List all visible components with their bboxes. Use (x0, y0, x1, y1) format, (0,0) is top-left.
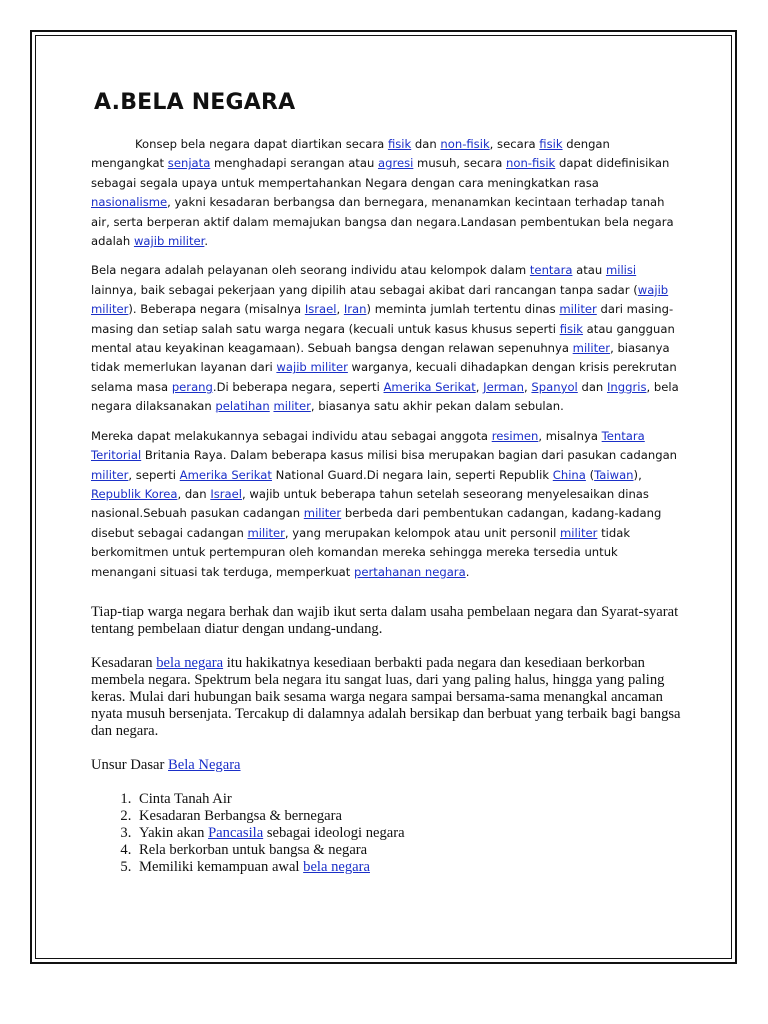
text-run: .Di beberapa negara, seperti (212, 379, 384, 394)
text-run: menghadapi serangan atau (210, 156, 378, 171)
hyperlink[interactable]: Amerika Serikat (383, 379, 476, 394)
hyperlink[interactable]: militer (572, 341, 611, 356)
text-run: , secara (489, 137, 540, 151)
hyperlink[interactable]: non-fisik (440, 137, 490, 151)
list-item (135, 859, 681, 876)
text-run: Mereka dapat melakukannya sebagai individu atau sebagai anggota (91, 428, 492, 443)
document-title: A.BELA NEGARA (94, 90, 296, 115)
hyperlink[interactable]: Iran (343, 302, 367, 317)
text-run: Tiap-tiap warga negara berhak dan wajib ikut serta dalam usaha pembelaan negara dan Syarat-syarat tentang pembelaan diatur dengan undang-undang. (91, 603, 679, 637)
text-run: dan (577, 379, 607, 394)
paragraph-6 (91, 757, 681, 774)
text-run: . (204, 234, 209, 249)
hyperlink[interactable]: bela negara (303, 858, 370, 875)
hyperlink[interactable]: Taiwan (594, 467, 634, 482)
hyperlink[interactable]: Amerika Serikat (179, 467, 272, 482)
hyperlink[interactable]: agresi (377, 156, 414, 171)
text-run: dengan mengangkat (91, 137, 610, 171)
list-item (135, 791, 681, 808)
text-run: dan (411, 137, 441, 151)
hyperlink[interactable]: fisik (387, 137, 412, 151)
text-run: , seperti (128, 467, 180, 482)
text-run: Cinta Tanah Air (139, 790, 232, 807)
text-run: ), (633, 467, 642, 482)
hyperlink[interactable]: Republik Korea (91, 486, 178, 501)
text-run: Rela berkorban untuk bangsa & negara (139, 841, 368, 858)
text-run: , bela negara dilaksanakan (91, 379, 679, 414)
text-run: itu hakikatnya kesediaan berbakti pada negara dan kesediaan berkorban membela negara. Spektrum bela negara itu sangat luas, dari yang paling halus, hingga yang paling keras. Mulai dari hubungan baik sesama warga negara sampai bersama-sama menangkal ancaman nyata musuh bersenjata. Tercakup di dalamnya adalah bersikap dan berbuat yang terbaik bagi bangsa dan negara. (91, 654, 681, 739)
paragraph-2 (91, 261, 681, 416)
text-run: tidak berkomitmen untuk pertempuran oleh komandan mereka sehingga mereka tersedia untuk menangani situasi tak terduga, memperkuat (91, 525, 631, 579)
paragraph-5 (91, 655, 681, 740)
unsur-dasar-list (91, 791, 681, 876)
text-run: dari masing-masing dan setiap salah satu warga negara (kecuali untuk kasus khusus seperti (91, 302, 674, 336)
hyperlink[interactable]: wajib militer (91, 282, 669, 317)
list-item (135, 842, 681, 859)
hyperlink[interactable]: Spanyol (531, 379, 578, 394)
hyperlink[interactable]: Bela Negara (168, 756, 241, 773)
hyperlink[interactable]: militer (273, 399, 311, 414)
text-run: . (465, 564, 470, 579)
hyperlink[interactable]: militer (303, 506, 342, 521)
paragraphs (91, 135, 681, 774)
text-run: Yakin akan (139, 824, 209, 841)
text-run: atau gangguan mental atau keyakinan keagamaan). Sebuah bangsa dengan relawan sepenuhnya (91, 321, 675, 356)
text-run: , yakni kesadaran berbangsa dan bernegara, menanamkan kecintaan terhadap tanah air, serta berperan aktif dalam memajukan bangsa dan negara.Landasan pembentukan bela negara adalah (91, 195, 674, 249)
hyperlink[interactable]: militer (91, 467, 129, 482)
text-run: lainnya, baik sebagai pekerjaan yang dipilih atau sebagai akibat dari rancangan tanpa sadar ( (91, 282, 638, 297)
document-body (91, 90, 681, 876)
hyperlink[interactable]: militer (559, 302, 597, 317)
hyperlink[interactable]: senjata (167, 156, 211, 171)
hyperlink[interactable]: resimen (491, 428, 539, 443)
hyperlink[interactable]: pelatihan (215, 399, 270, 414)
text-run: Unsur Dasar (91, 756, 169, 773)
text-run: sebagai ideologi negara (263, 824, 405, 841)
text-run: , biasanya tidak memerlukan layanan dari (91, 341, 670, 375)
text-run: Kesadaran Berbangsa & bernegara (139, 807, 342, 824)
hyperlink[interactable]: bela negara (156, 654, 224, 671)
text-run: , (336, 302, 344, 317)
text-run: , (475, 379, 484, 394)
hyperlink[interactable]: nasionalisme (91, 195, 168, 210)
text-run: Bela negara adalah pelayanan oleh seorang individu atau kelompok dalam (91, 263, 530, 278)
hyperlink[interactable]: fisik (559, 321, 583, 336)
text-run: , yang merupakan kelompok atau unit personil (284, 525, 560, 540)
text-run: warganya, kecuali dihadapkan dengan krisis perekrutan selama masa (91, 360, 677, 394)
hyperlink[interactable]: Israel (210, 486, 243, 501)
list-item (135, 825, 681, 842)
text-run: , misalnya (538, 428, 602, 443)
hyperlink[interactable]: tentara (529, 263, 573, 278)
hyperlink[interactable]: wajib militer (276, 360, 348, 375)
hyperlink[interactable]: milisi (605, 263, 637, 278)
paragraph-1 (91, 135, 681, 251)
list-item (135, 808, 681, 825)
hyperlink[interactable]: perang (171, 379, 213, 394)
text-run: Kesadaran (91, 654, 157, 671)
hyperlink[interactable]: militer (560, 525, 598, 540)
text-run: Memiliki kemampuan awal (139, 858, 304, 875)
hyperlink[interactable]: Inggris (606, 379, 647, 394)
hyperlink[interactable]: wajib militer (133, 234, 205, 249)
hyperlink[interactable]: Jerman (483, 379, 525, 394)
hyperlink[interactable]: Pancasila (208, 824, 264, 841)
text-run: ). Beberapa negara (misalnya (128, 302, 305, 317)
hyperlink[interactable]: China (552, 467, 586, 482)
text-run: dapat didefinisikan sebagai segala upaya untuk mempertahankan Negara dengan cara meningkatkan rasa (91, 156, 670, 190)
hyperlink[interactable]: Tentara Teritorial (91, 428, 645, 463)
text-run: atau (572, 263, 606, 278)
paragraph-3 (91, 427, 681, 582)
text-run: musuh, secara (413, 156, 507, 171)
text-run: ( (585, 467, 595, 482)
text-run: Britania Raya. Dalam beberapa kasus milisi bisa merupakan bagian dari pasukan cadangan (141, 448, 678, 463)
hyperlink[interactable]: Israel (304, 302, 337, 317)
text-run: National Guard.Di negara lain, seperti Republik (271, 467, 553, 482)
text-run: , dan (177, 486, 211, 501)
hyperlink[interactable]: militer (247, 525, 285, 540)
hyperlink[interactable]: non-fisik (506, 156, 556, 171)
text-run: , (524, 379, 532, 394)
text-run: , wajib untuk beberapa tahun setelah seseorang menyelesaikan dinas nasional.Sebuah pasukan cadangan (91, 486, 649, 521)
text-run: Konsep bela negara dapat diartikan secara (135, 137, 388, 151)
paragraph-4 (91, 604, 681, 638)
text-run: , biasanya satu akhir pekan dalam sebulan. (310, 399, 564, 414)
text-run: ) meminta jumlah tertentu dinas (366, 302, 560, 317)
hyperlink[interactable]: pertahanan negara (354, 564, 466, 579)
hyperlink[interactable]: fisik (539, 137, 563, 151)
text-run: berbeda dari pembentukan cadangan, kadang-kadang disebut sebagai cadangan (91, 506, 662, 540)
